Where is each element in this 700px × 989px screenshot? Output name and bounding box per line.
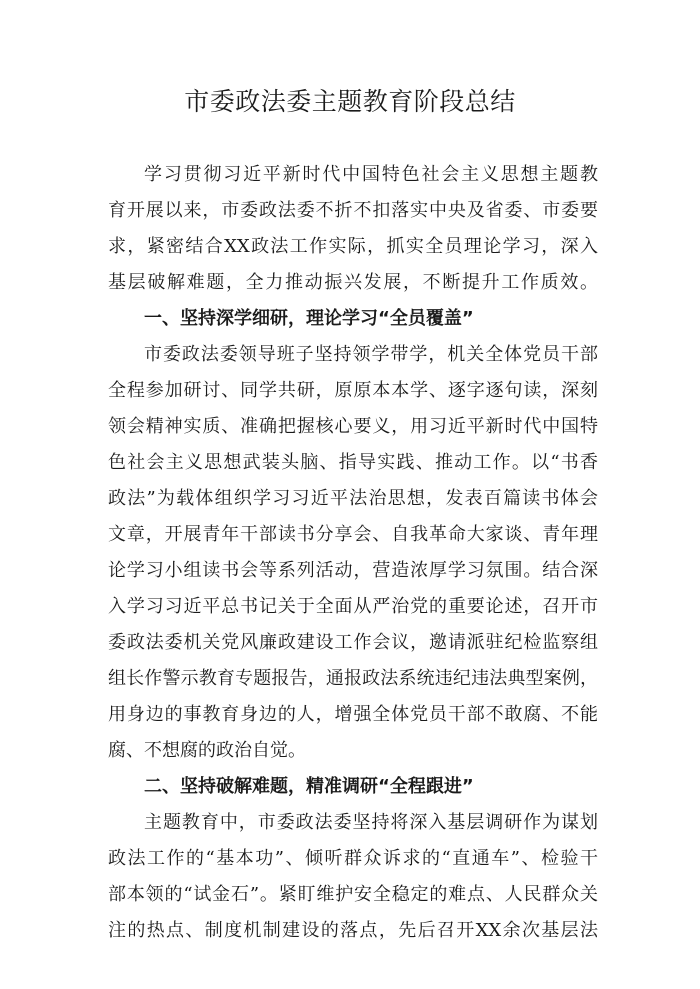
paragraph-line: 用身边的事教育身边的人，增强全体党员干部不敢腐、不能 bbox=[108, 704, 598, 725]
paragraph-line: 注的热点、制度机制建设的落点，先后召开XX余次基层法 bbox=[108, 920, 598, 941]
paragraph-line: 入学习习近平总书记关于全面从严治党的重要论述，召开市 bbox=[108, 596, 598, 617]
paragraph-line: 政法”为载体组织学习习近平法治思想，发表百篇读书体会 bbox=[108, 488, 598, 509]
paragraph-line: 市委政法委领导班子坚持领学带学，机关全体党员干部 bbox=[144, 344, 598, 365]
paragraph-line: 论学习小组读书会等系列活动，营造浓厚学习氛围。结合深 bbox=[108, 560, 598, 581]
document-title: 市委政法委主题教育阶段总结 bbox=[184, 87, 516, 116]
paragraph-line: 主题教育中，市委政法委坚持将深入基层调研作为谋划 bbox=[144, 812, 598, 833]
paragraph-line: 腐、不想腐的政治自觉。 bbox=[108, 740, 306, 761]
paragraph-line: 领会精神实质、准确把握核心要义，用习近平新时代中国特 bbox=[108, 416, 598, 437]
intro-line: 求，紧密结合XX政法工作实际，抓实全员理论学习，深入 bbox=[108, 236, 598, 257]
paragraph-line: 组长作警示教育专题报告，通报政法系统违纪违法典型案例， bbox=[108, 668, 598, 689]
paragraph-line: 文章，开展青年干部读书分享会、自我革命大家谈、青年理 bbox=[108, 524, 598, 545]
intro-line: 学习贯彻习近平新时代中国特色社会主义思想主题教 bbox=[144, 164, 598, 185]
paragraph-line: 部本领的“试金石”。紧盯维护安全稳定的难点、人民群众关 bbox=[108, 884, 598, 905]
intro-line: 基层破解难题，全力推动振兴发展，不断提升工作质效。 bbox=[108, 272, 598, 293]
paragraph-line: 政法工作的“基本功”、倾听群众诉求的“直通车”、检验干 bbox=[108, 848, 598, 869]
section-heading: 一、坚持深学细研，理论学习“全员覆盖” bbox=[144, 308, 474, 329]
paragraph-line: 委政法委机关党风廉政建设工作会议，邀请派驻纪检监察组 bbox=[108, 632, 598, 653]
intro-line: 育开展以来，市委政法委不折不扣落实中央及省委、市委要 bbox=[108, 200, 598, 221]
paragraph-line: 全程参加研讨、同学共研，原原本本学、逐字逐句读，深刻 bbox=[108, 380, 598, 401]
paragraph-line: 色社会主义思想武装头脑、指导实践、推动工作。以“书香 bbox=[108, 452, 598, 473]
section-heading: 二、坚持破解难题，精准调研“全程跟进” bbox=[144, 776, 474, 797]
